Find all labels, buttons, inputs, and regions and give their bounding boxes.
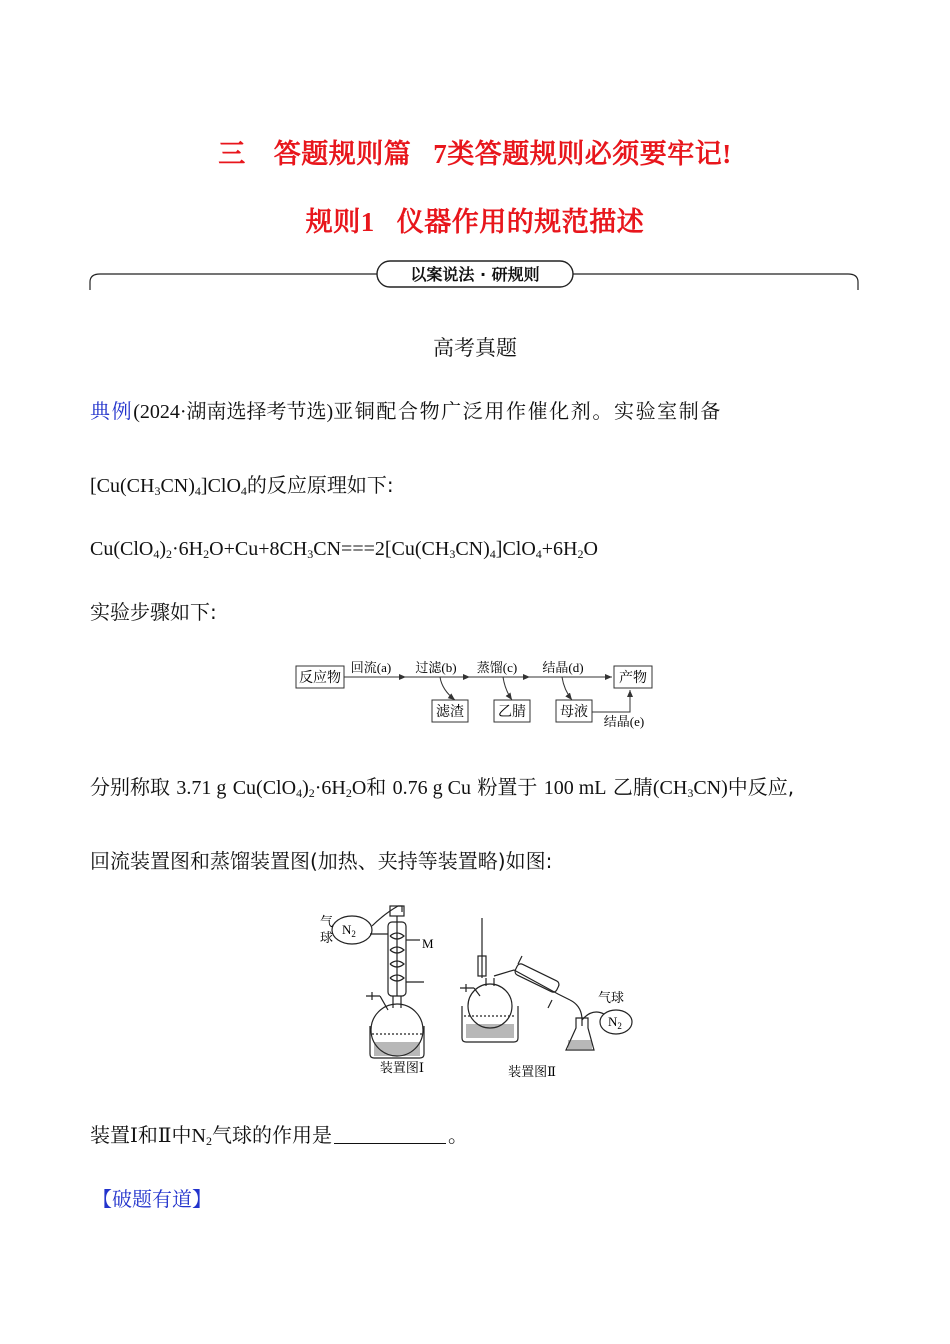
- chapter-title: [0, 132, 950, 171]
- flow-step-b: 过滤(b): [415, 660, 457, 675]
- question-i: Ⅰ: [130, 1125, 138, 1147]
- answer-blank[interactable]: [334, 1123, 446, 1144]
- chapter-number: 三: [218, 139, 246, 170]
- flow-mother-liquor-label: 母液: [560, 705, 588, 720]
- section-heading: 高考真题: [433, 336, 517, 360]
- flow-step-a: 回流(a): [350, 660, 392, 675]
- weigh-prefix: 分别称取: [90, 775, 170, 799]
- weigh-mass-1: 3.71 g: [176, 777, 227, 799]
- question-end: 。: [447, 1123, 468, 1147]
- weigh-and: 和: [366, 775, 387, 799]
- example-source: (2024·湖南选择考节选): [133, 401, 334, 423]
- flow-residue-label: 滤渣: [436, 705, 464, 720]
- apparatus-figure: [300, 896, 650, 1086]
- weigh-suffix: 中反应,: [727, 775, 795, 799]
- balloon-label-2: 气球: [598, 990, 625, 1005]
- caption-apparatus-2: 装置图Ⅱ: [508, 1064, 556, 1079]
- banner-label: 以案说法 · 研规则: [410, 265, 540, 284]
- question-line: 装置Ⅰ和Ⅱ中$N_2$气球的作用是 。: [90, 1123, 468, 1148]
- n2-label-2: $N_2$: [608, 1014, 622, 1031]
- question-prefix: 装置: [90, 1123, 130, 1147]
- n2-label-1: $N_2$: [342, 922, 356, 939]
- question-mid: 中: [171, 1123, 192, 1147]
- flow-end-label: 产物: [619, 671, 647, 686]
- question-and: 和: [137, 1123, 158, 1147]
- steps-label: 实验步骤如下:: [90, 600, 217, 624]
- rule-number: 规则1: [305, 207, 375, 237]
- weigh-volume: 100 mL: [543, 777, 607, 799]
- caption-apparatus-1: 装置图Ⅰ: [379, 1060, 425, 1075]
- tip-heading: 【破题有道】: [92, 1187, 212, 1211]
- flow-start-label: 反应物: [299, 671, 341, 686]
- example-intro: [90, 396, 722, 427]
- balloon-label-1a: 气: [320, 914, 334, 929]
- process-flow-diagram: [290, 656, 670, 734]
- distill-condenser: [514, 963, 561, 994]
- chapter-slogan: 7类答题规则必须要牢记!: [433, 139, 732, 169]
- chapter-name: 答题规则篇: [273, 139, 412, 170]
- m-label: M: [422, 936, 434, 951]
- compound-line: $[Cu(CH_3CN)_4]ClO_4$的反应原理如下:: [90, 473, 394, 498]
- reaction-equation: $Cu(ClO_4)_2\cdot 6H_2O+Cu+8CH_3CN===2[Cu(CH_3CN)_4]ClO_4+6H_2O$: [90, 538, 598, 561]
- balloon-label-1b: 球: [320, 930, 334, 945]
- flow-step-c: 蒸馏(c): [476, 660, 518, 675]
- rule-title: [0, 200, 950, 239]
- weigh-place: 粉置于: [477, 775, 538, 799]
- flow-acetonitrile-label: 乙腈: [498, 705, 526, 720]
- flow-step-e: 结晶(e): [603, 714, 645, 729]
- example-intro-text: 亚铜配合物广泛用作催化剂。实验室制备: [333, 399, 722, 423]
- apparatus-text: 回流装置图和蒸馏装置图(加热、夹持等装置略)如图:: [90, 849, 553, 873]
- weigh-solvent: 乙腈: [612, 775, 653, 799]
- question-suffix: 气球的作用是: [211, 1123, 332, 1147]
- example-tag: 典例: [90, 399, 134, 423]
- weigh-mass-2: 0.76 g Cu: [392, 777, 471, 799]
- compound-line-suffix: 的反应原理如下:: [246, 473, 394, 497]
- weigh-line: 分别称取 3.71 g $Cu(ClO_4)_2\cdot 6H_2O$和 0.76 g Cu 粉置于 100 mL 乙腈$(CH_3CN)$中反应,: [90, 775, 795, 800]
- question-ii: Ⅱ: [157, 1125, 172, 1147]
- flow-step-d: 结晶(d): [542, 660, 584, 675]
- rule-name: 仪器作用的规范描述: [396, 207, 645, 238]
